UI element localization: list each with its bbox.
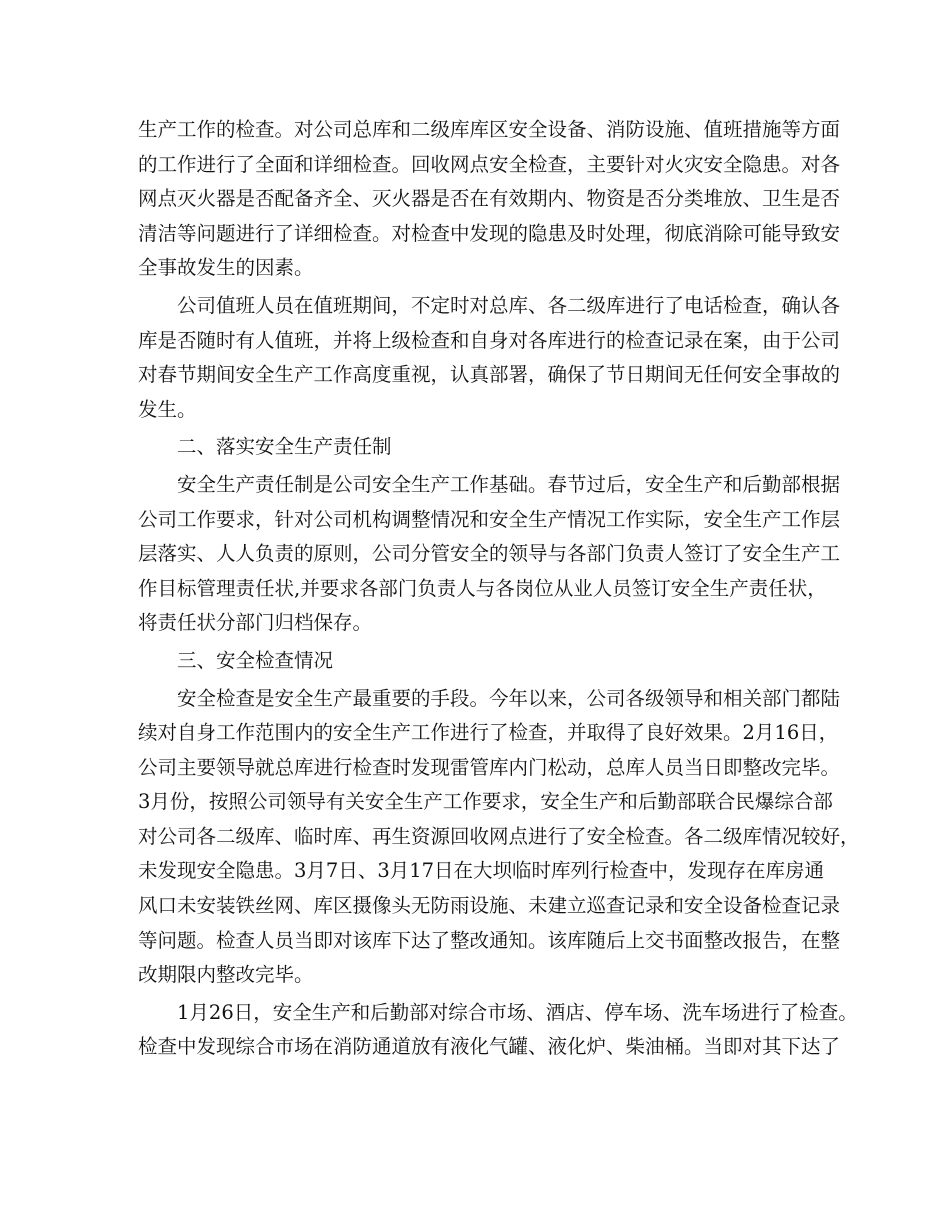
text-line: 库是否随时有人值班，并将上级检查和自身对各库进行的检查记录在案，由于公司 xyxy=(138,328,841,352)
text-line: 续对自身工作范围内的安全生产工作进行了检查，并取得了良好效果。2月16日， xyxy=(138,721,839,745)
text-line: 对公司各二级库、临时库、再生资源回收网点进行了安全检查。各二级库情况较好， xyxy=(138,824,860,848)
paragraph-3 xyxy=(138,468,841,641)
text-line: 风口未安装铁丝网、库区摄像头无防雨设施、未建立巡查记录和安全设备检查记录 xyxy=(138,894,841,918)
text-line: 安全生产责任制是公司安全生产工作基础。春节过后，安全生产和后勤部根据 xyxy=(177,472,841,496)
text-line: 对春节期间安全生产工作高度重视，认真部署，确保了节日期间无任何安全事故的 xyxy=(138,363,841,387)
text-line: 安全检查是安全生产最重要的手段。今年以来，公司各级领导和相关部门都陆 xyxy=(177,686,841,710)
text-line: 清洁等问题进行了详细检查。对检查中发现的隐患及时处理，彻底消除可能导致安 xyxy=(138,221,841,245)
text-line: 公司值班人员在值班期间，不定时对总库、各二级库进行了电话检查，确认各 xyxy=(177,293,841,317)
text-line: 层落实、人人负责的原则，公司分管安全的领导与各部门负责人签订了安全生产工 xyxy=(138,542,841,566)
text-line: 全事故发生的因素。 xyxy=(138,256,314,280)
text-line: 等问题。检查人员当即对该库下达了整改通知。该库随后上交书面整改报告，在整 xyxy=(138,928,841,952)
text-line: 的工作进行了全面和详细检查。回收网点安全检查，主要针对火灾安全隐患。对各 xyxy=(138,152,841,176)
heading-line: 二、落实安全生产责任制 xyxy=(177,435,392,459)
text-line: 未发现安全隐患。3月7日、3月17日在大坝临时库列行检查中，发现存在库房通 xyxy=(138,859,825,883)
heading-line: 三、安全检查情况 xyxy=(177,648,334,672)
document-body xyxy=(138,113,860,1065)
paragraph-5 xyxy=(138,996,858,1065)
text-line: 检查中发现综合市场在消防通道放有液化气罐、液化炉、柴油桶。当即对其下达了 xyxy=(138,1035,841,1059)
paragraph-2 xyxy=(138,289,841,427)
text-line: 生产工作的检查。对公司总库和二级库库区安全设备、消防设施、值班措施等方面 xyxy=(138,118,841,141)
text-line: 公司主要领导就总库进行检查时发现雷管库内门松动，总库人员当日即整改完毕。 xyxy=(138,755,841,779)
paragraph-4 xyxy=(138,682,860,993)
text-line: 网点灭火器是否配备齐全、灭火器是否在有效期内、物资是否分类堆放、卫生是否 xyxy=(138,187,841,211)
text-line: 1月26日，安全生产和后勤部对综合市场、酒店、停车场、洗车场进行了检查。 xyxy=(177,1000,858,1024)
text-line: 发生。 xyxy=(138,397,197,421)
text-line: 将责任状分部门归档保存。 xyxy=(138,611,373,635)
text-line: 作目标管理责任状,并要求各部门负责人与各岗位从业人员签订安全生产责任状， xyxy=(138,576,827,600)
text-line: 公司工作要求，针对公司机构调整情况和安全生产情况工作实际，安全生产工作层 xyxy=(138,507,841,531)
text-line: 3月份，按照公司领导有关安全生产工作要求，安全生产和后勤部联合民爆综合部 xyxy=(138,790,833,814)
paragraph-1 xyxy=(138,113,841,286)
text-line: 改期限内整改完毕。 xyxy=(138,963,314,987)
section-heading-3 xyxy=(138,644,814,679)
section-heading-2 xyxy=(138,430,814,465)
